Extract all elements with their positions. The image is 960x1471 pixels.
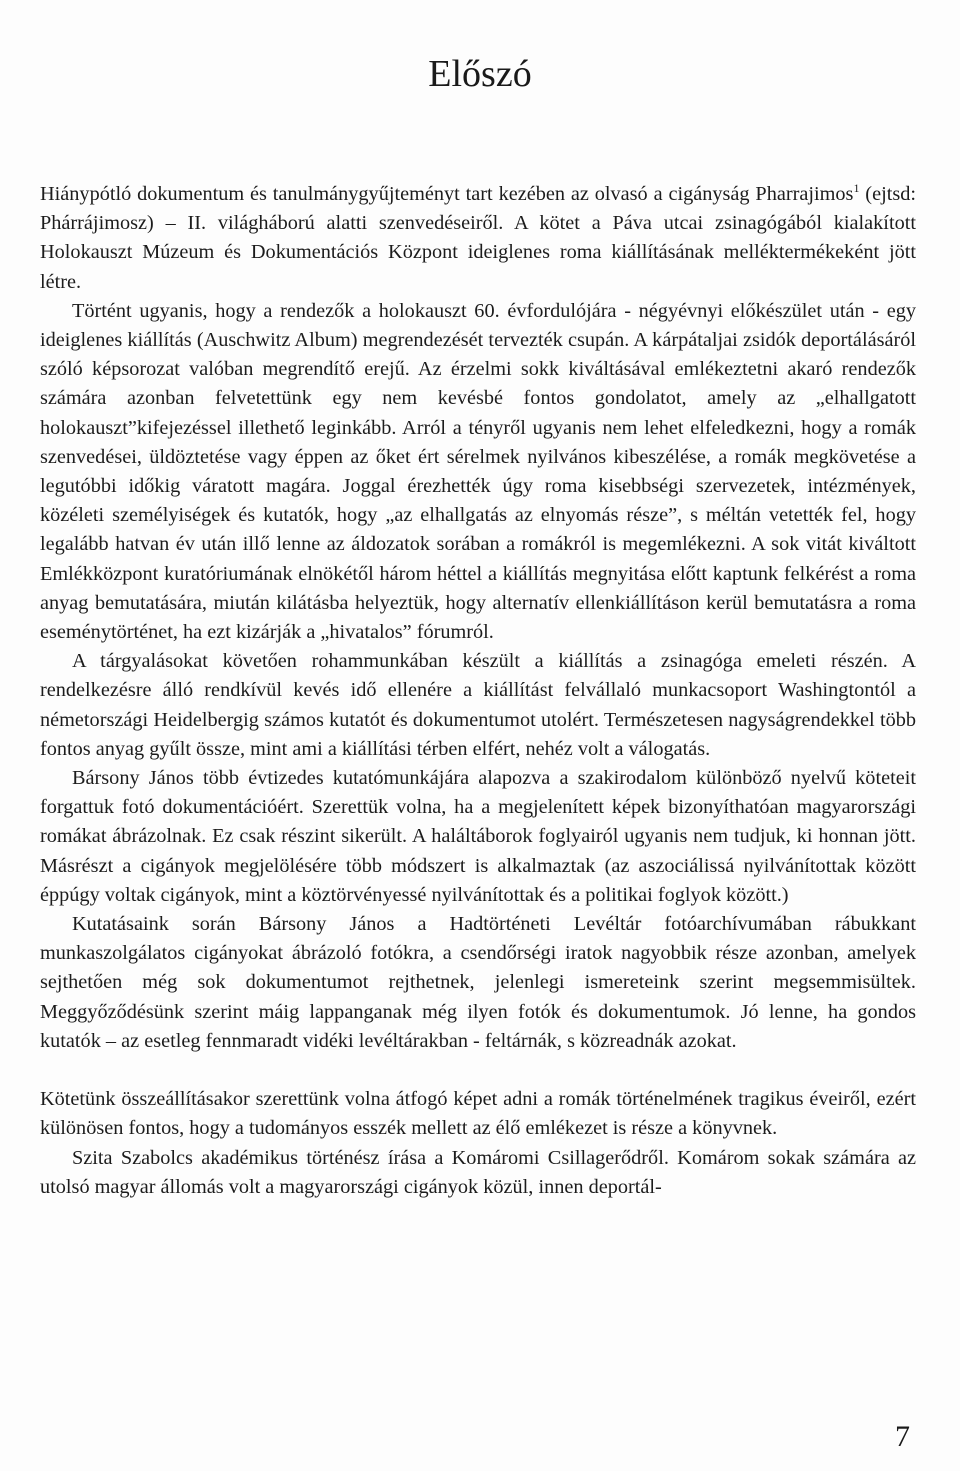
paragraph-gap — [40, 1056, 916, 1085]
paragraph-6: Kötetünk összeállításakor szerettünk volna átfogó képet adni a romák történelmének tragikus éveiről, ezért különösen fontos, hogy a tudományos esszék mellett az élő emlékezet is része a könyvnek. — [40, 1088, 916, 1140]
paragraph-1-text-start: Hiánypótló dokumentum és tanulmánygyűjteményt tart kezében az olvasó a cigányság Pharrajimos — [40, 183, 854, 205]
paragraph-1 — [40, 180, 916, 297]
paragraph-2: Történt ugyanis, hogy a rendezők a holokauszt 60. évfordulójára - négyévnyi előkészület után - egy ideiglenes kiállítás (Auschwitz Album) megrendezését tervezték csupán. A kárpátaljai zsidók deportálásáról szóló képsorozat valóban megrendítő erejű. Az érzelmi sokk kiváltásával emlékeztetni akaró rendezők számára azonban felvetettünk egy nem kevésbé fontos gondolatot, amely az „elhallgatott holokauszt”kifejezéssel illethető leginkább. Arról a tényről ugyanis nem lehet elfeledkezni, hogy a romák szenvedései, üldöztetése vagy éppen az őket ért sérelmek nyilvános kibeszélése, a romák megkövetése a legutóbbi időkig váratott magára. Joggal érezhették úgy roma kisebbségi szervezetek, intézmények, közéleti személyiségek és kutatók, hogy „az elhallgatás az elnyomás része”, s méltán vetették fel, hogy legalább hatvan év után illő lenne az áldozatok sorában a romákról is megemlékezni. A sok vitát kiváltott Emlékközpont kuratóriumának elnökétől három héttel a kiállítás megnyitása előtt kaptunk felkérést a roma anyag bemutatására, miután kilátásba helyeztük, hogy alternatív ellenkiállításon kerül bemutatásra a roma eseménytörténet, ha ezt kizárják a „hivatalos” fórumról. — [40, 299, 916, 644]
paragraph-5: Kutatásaink során Bársony János a Hadtörténeti Levéltár fotóarchívumában rábukkant munkaszolgálatos cigányokat ábrázoló fotókra, a csendőrségi iratok nagyobbik része azonban, amelyek sejthetően még sok dokumentumot rejthetnek, jelenlegi ismereteink szerint megsemmisültek. Meggyőződésünk szerint máig lappanganak még ilyen fotók és dokumentumok. Jó lenne, ha gondos kutatók – az esetleg fennmaradt vidéki levéltárakban - feltárnák, s közreadnák azokat. — [40, 913, 916, 1052]
body-text — [40, 180, 916, 1202]
page-title: Előszó — [428, 53, 532, 95]
paragraph-3: A tárgyalásokat követően rohammunkában készült a kiállítás a zsinagóga emeleti részén. A rendelkezésre álló rendkívül kevés idő ellenére a kiállítást felvállaló munkacsoport Washingtontól a németországi Heidelbergig számos kutatót és dokumentumot utolért. Természetesen nagyságrendekkel több fontos anyag gyűlt össze, mint ami a kiállítási térben elfért, nehéz volt a válogatás. — [40, 650, 916, 760]
paragraph-1-text-end: (ejtsd: Phárrájimosz) – II. világháború alatti szenvedéseiről. A kötet a Páva utcai zsinagógából kialakított Holokauszt Múzeum és Dokumentációs Központ ideiglenes roma kiállításának melléktermékeként jött létre. — [40, 183, 917, 293]
paragraph-4: Bársony János több évtizedes kutatómunkájára alapozva a szakirodalom különböző nyelvű köteteit forgattuk fotó dokumentációért. Szerettük volna, ha a megjelenített képek bizonyíthatóan magyarországi romákat ábrázolnak. Ez csak részint sikerült. A haláltáborok foglyairól ugyanis nem tudjuk, ki honnan jött. Másrészt a cigányok megjelölésére több módszert is alkalmaztak (az aszociálissá nyilvánítottak között éppúgy voltak cigányok, mint a köztörvényessé nyilvánítottak és a politikai foglyok között.) — [40, 767, 916, 906]
paragraph-7: Szita Szabolcs akadémikus történész írása a Komáromi Csillagerődről. Komárom sokak számára az utolsó magyar állomás volt a magyarországi cigányok közül, innen deportál- — [40, 1146, 916, 1198]
footnote-marker[interactable]: 1 — [853, 181, 860, 196]
page-number: 7 — [895, 1420, 910, 1453]
